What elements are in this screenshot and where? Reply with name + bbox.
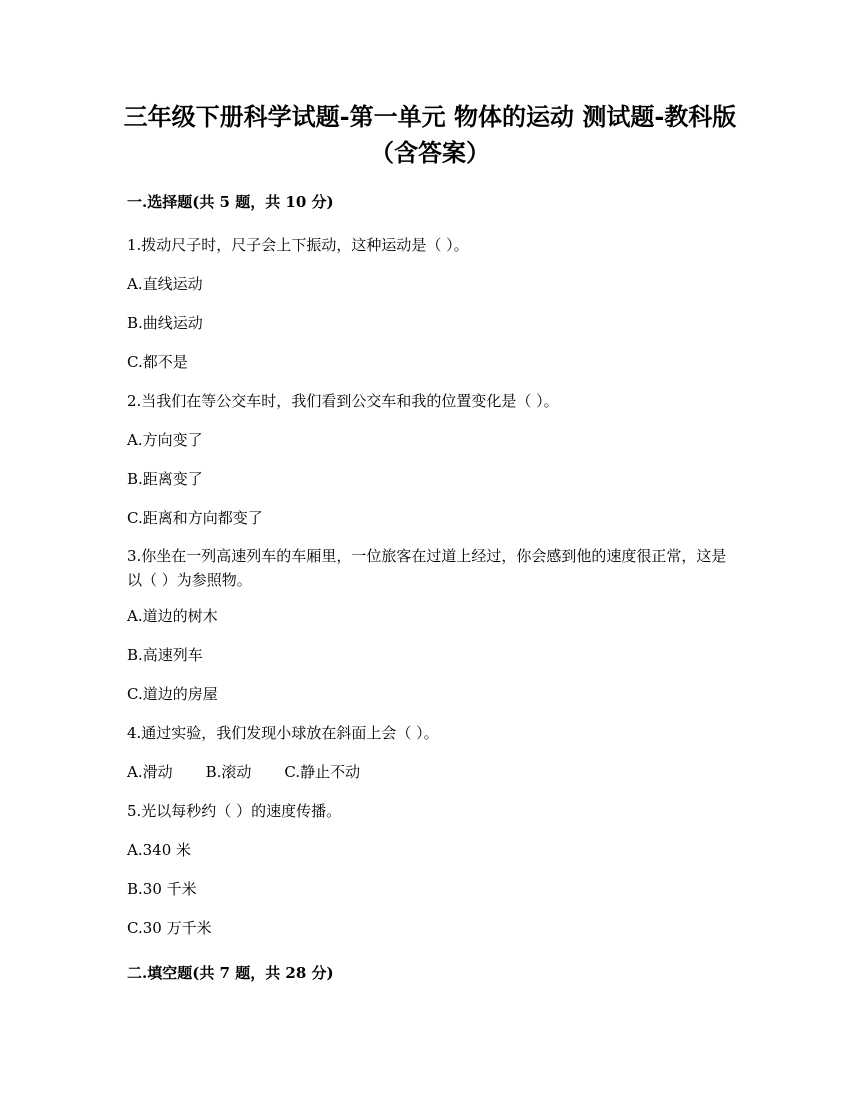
question-5-option-c: C.30 万千米 — [127, 919, 212, 937]
question-1-option-c: C.都不是 — [127, 353, 188, 371]
question-4-option-b: B.滚动 — [205, 763, 252, 781]
question-2-option-b: B.距离变了 — [127, 470, 203, 488]
question-3: 3.你坐在一列高速列车的车厢里，一位旅客在过道上经过，你会感到他的速度很正常，这是以（ ）为参照物。 — [127, 547, 727, 589]
question-4-option-a: A.滑动 — [127, 763, 173, 781]
question-1-option-a: A.直线运动 — [127, 275, 203, 293]
question-4: 4.通过实验，我们发现小球放在斜面上会（ ）。 — [127, 724, 439, 742]
question-5-option-b: B.30 千米 — [127, 880, 197, 898]
question-2-option-c: C.距离和方向都变了 — [127, 509, 263, 527]
question-4-option-c: C.静止不动 — [284, 763, 361, 781]
question-3-option-c: C.道边的房屋 — [127, 685, 218, 703]
document-title: 三年级下册科学试题-第一单元 物体的运动 测试题-教科版（含答案） — [123, 102, 737, 167]
question-1-option-b: B.曲线运动 — [127, 314, 203, 332]
question-5: 5.光以每秒约（ ）的速度传播。 — [127, 802, 342, 820]
question-3-option-a: A.道边的树木 — [127, 607, 218, 625]
section-heading-multiple-choice: 一.选择题(共 5 题，共 10 分) — [127, 193, 334, 211]
question-2: 2.当我们在等公交车时，我们看到公交车和我的位置变化是（ ）。 — [127, 392, 559, 410]
question-5-option-a: A.340 米 — [127, 841, 191, 859]
question-4-options — [127, 761, 393, 782]
question-1: 1.拨动尺子时，尺子会上下振动，这种运动是（ ）。 — [127, 236, 469, 254]
question-2-option-a: A.方向变了 — [127, 431, 203, 449]
section-heading-fill-in-blank: 二.填空题(共 7 题，共 28 分) — [127, 964, 334, 982]
question-3-option-b: B.高速列车 — [127, 646, 203, 664]
